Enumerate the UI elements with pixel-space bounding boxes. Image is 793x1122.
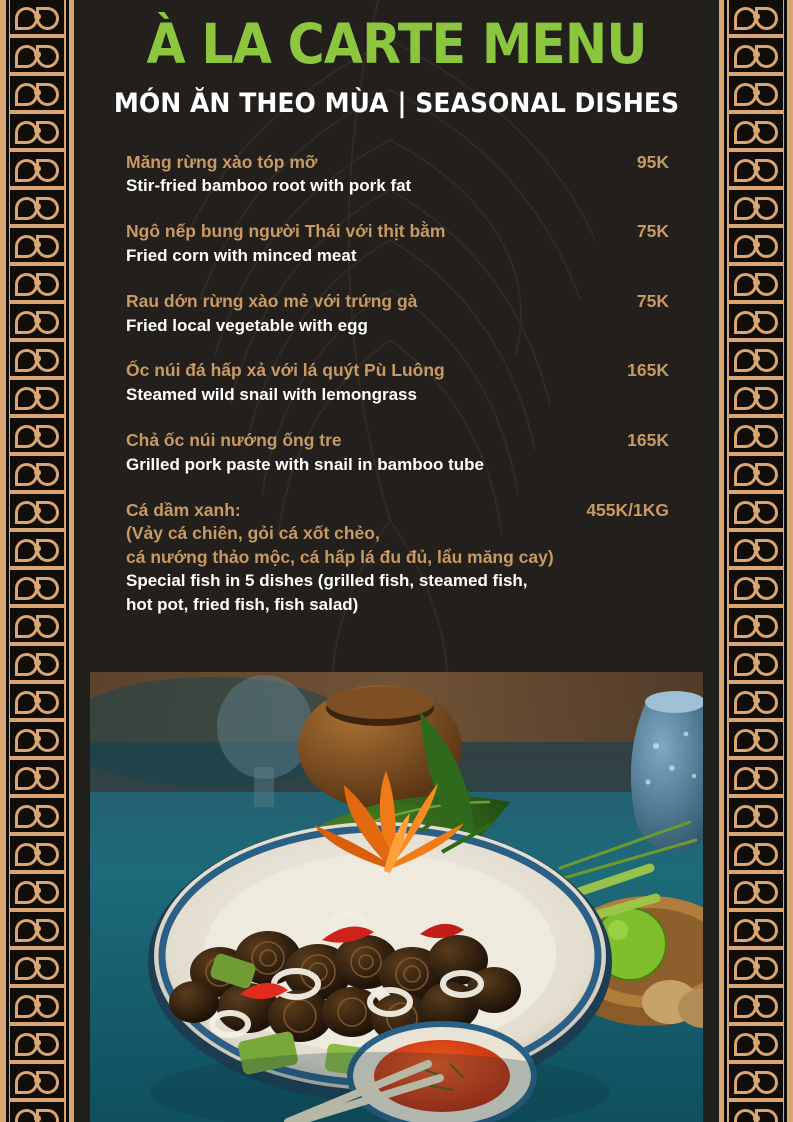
- border-motif-dot: [753, 241, 760, 248]
- border-motif: [729, 608, 783, 646]
- border-motif: [10, 456, 64, 494]
- border-motif: [10, 304, 64, 342]
- border-motif: [729, 646, 783, 684]
- border-motif-dot: [753, 393, 760, 400]
- dish-photo: [90, 672, 703, 1122]
- border-motif-dot: [753, 89, 760, 96]
- menu-item-price: 165K: [627, 430, 669, 450]
- border-motif: [729, 1102, 783, 1122]
- menu-item-name-vi-cont: (Vảy cá chiên, gỏi cá xốt chẻo,: [126, 523, 380, 544]
- border-motif-dot: [34, 393, 41, 400]
- menu-header: [90, 0, 703, 119]
- border-motif-dot: [753, 697, 760, 704]
- menu-item-name-vi-cont: cá nướng thảo mộc, cá hấp lá đu đủ, lẩu măng cay): [126, 546, 554, 567]
- border-motif: [10, 0, 64, 38]
- border-motif-dot: [753, 1039, 760, 1046]
- border-motif: [10, 380, 64, 418]
- border-motif: [729, 494, 783, 532]
- menu-item-name-vi: Măng rừng xào tóp mỡ: [126, 151, 318, 172]
- border-motif-dot: [753, 13, 760, 20]
- border-motif: [10, 1064, 64, 1102]
- border-motif-dot: [34, 925, 41, 932]
- border-motif: [10, 114, 64, 152]
- menu-item-price: 95K: [636, 151, 669, 172]
- border-motif-dot: [34, 127, 41, 134]
- border-motif: [10, 950, 64, 988]
- menu-item-row: [126, 499, 669, 523]
- menu-item-name-en: Stir-fried bamboo root with pork fat: [126, 176, 412, 196]
- menu-item-name-vi: Ngô nếp bung người Thái với thịt bằm: [126, 221, 446, 242]
- border-motif: [10, 988, 64, 1026]
- border-motif: [10, 912, 64, 950]
- border-motif: [10, 1026, 64, 1064]
- border-motif-dot: [34, 51, 41, 58]
- border-motif: [10, 494, 64, 532]
- border-motif-dot: [34, 317, 41, 324]
- border-motif-dot: [753, 355, 760, 362]
- menu-item-row: [126, 429, 669, 453]
- menu-items-list: [90, 151, 703, 618]
- border-motif-dot: [753, 545, 760, 552]
- menu-item: [126, 220, 669, 268]
- border-motif-dot: [34, 355, 41, 362]
- border-motif-dot: [34, 507, 41, 514]
- border-motif: [729, 684, 783, 722]
- menu-item-price: 75K: [636, 290, 669, 311]
- border-motif: [10, 38, 64, 76]
- menu-item-name-vi: Cá dầm xanh:: [126, 499, 241, 520]
- border-motif-dot: [753, 849, 760, 856]
- border-motif-dot: [753, 51, 760, 58]
- menu-item-row: [126, 290, 669, 314]
- border-motif-dot: [753, 887, 760, 894]
- border-motifs-left: [10, 0, 64, 1122]
- menu-item: [126, 499, 669, 618]
- border-motif-dot: [34, 1039, 41, 1046]
- menu-item-name-en: Steamed wild snail with lemongrass: [126, 385, 417, 405]
- border-motif: [10, 228, 64, 266]
- menu-item-price: 455K/1KG: [586, 499, 669, 520]
- border-motif: [10, 760, 64, 798]
- border-motif: [729, 874, 783, 912]
- border-motif: [729, 304, 783, 342]
- border-motif-dot: [753, 165, 760, 172]
- border-motif: [729, 76, 783, 114]
- border-motif-dot: [34, 963, 41, 970]
- border-motif: [10, 608, 64, 646]
- border-motif: [729, 722, 783, 760]
- border-motif-dot: [753, 773, 760, 780]
- menu-item-name-vi: Ốc núi đá hấp xả với lá quýt Pù Luông: [126, 360, 445, 381]
- menu-item-name-en: Fried corn with minced meat: [126, 245, 357, 265]
- border-motif-dot: [34, 279, 41, 286]
- border-motif-dot: [34, 887, 41, 894]
- border-motif: [729, 532, 783, 570]
- border-motif: [729, 0, 783, 38]
- dish-photo-artwork: [90, 672, 703, 1122]
- border-motif-dot: [753, 1077, 760, 1084]
- border-motif: [729, 266, 783, 304]
- border-motif-dot: [34, 165, 41, 172]
- border-motif-dot: [34, 431, 41, 438]
- border-edge-right-outer: [784, 0, 787, 1122]
- border-motif-dot: [753, 583, 760, 590]
- border-motif-dot: [753, 127, 760, 134]
- border-motifs-right: [729, 0, 783, 1122]
- border-motif: [729, 342, 783, 380]
- border-motif-dot: [34, 659, 41, 666]
- menu-item-name-en: Grilled pork paste with snail in bamboo tube: [126, 454, 484, 474]
- border-motif-dot: [753, 1001, 760, 1008]
- border-motif-dot: [753, 317, 760, 324]
- border-motif-dot: [34, 811, 41, 818]
- border-motif-dot: [34, 621, 41, 628]
- border-motif: [729, 190, 783, 228]
- border-motif: [10, 152, 64, 190]
- border-motif: [10, 798, 64, 836]
- border-motif: [729, 912, 783, 950]
- menu-item: [126, 290, 669, 338]
- border-motif-dot: [34, 697, 41, 704]
- menu-item-name-en: Fried local vegetable with egg: [126, 315, 368, 335]
- border-motif: [729, 570, 783, 608]
- border-motif: [729, 228, 783, 266]
- border-motif: [729, 760, 783, 798]
- border-motif-dot: [753, 203, 760, 210]
- border-motif: [729, 1026, 783, 1064]
- border-motif-dot: [34, 773, 41, 780]
- border-motif-dot: [753, 431, 760, 438]
- border-motif-dot: [753, 507, 760, 514]
- border-motif-dot: [34, 1077, 41, 1084]
- page-subtitle: MÓN ĂN THEO MÙA | SEASONAL DISHES: [113, 87, 680, 119]
- border-motif-dot: [753, 963, 760, 970]
- border-motif: [10, 722, 64, 760]
- border-motif: [10, 684, 64, 722]
- border-motif-dot: [34, 89, 41, 96]
- menu-item-row: [126, 220, 669, 244]
- border-motif: [10, 342, 64, 380]
- menu-item-name-vi: Chả ốc núi nướng ống tre: [126, 430, 342, 450]
- border-motif: [10, 874, 64, 912]
- border-motif: [729, 38, 783, 76]
- border-motif: [10, 76, 64, 114]
- border-motif: [729, 1064, 783, 1102]
- border-motif-dot: [753, 811, 760, 818]
- menu-item-name-en-cont: hot pot, fried fish, fish salad): [126, 595, 359, 615]
- border-motif-dot: [34, 735, 41, 742]
- border-motif-dot: [753, 659, 760, 666]
- border-motif-dot: [753, 925, 760, 932]
- border-motif-dot: [753, 469, 760, 476]
- border-motif-dot: [34, 545, 41, 552]
- border-motif: [10, 570, 64, 608]
- border-motif-dot: [753, 279, 760, 286]
- border-motif-dot: [34, 241, 41, 248]
- menu-item-row: [126, 359, 669, 383]
- menu-item-row: [126, 151, 669, 175]
- border-motif: [729, 114, 783, 152]
- border-motif-dot: [753, 1115, 760, 1122]
- border-motif-dot: [34, 13, 41, 20]
- menu-item: [126, 429, 669, 477]
- page-title: À LA CARTE MENU: [146, 12, 647, 76]
- border-motif-dot: [34, 203, 41, 210]
- border-motif-dot: [34, 849, 41, 856]
- border-motif: [10, 646, 64, 684]
- border-motif: [729, 152, 783, 190]
- border-motif: [729, 988, 783, 1026]
- menu-item-price: 75K: [636, 221, 669, 242]
- border-motif: [10, 836, 64, 874]
- border-motif: [729, 836, 783, 874]
- border-motif: [10, 418, 64, 456]
- border-edge-right-inner: [724, 0, 727, 1122]
- border-motif: [10, 266, 64, 304]
- border-motif: [10, 532, 64, 570]
- decorative-border-right: [719, 0, 793, 1122]
- menu-item-price: 165K: [627, 360, 669, 381]
- border-motif-dot: [34, 583, 41, 590]
- decorative-border-left: [0, 0, 74, 1122]
- border-motif: [729, 456, 783, 494]
- border-motif: [729, 950, 783, 988]
- border-motif-dot: [34, 1115, 41, 1122]
- border-motif: [729, 380, 783, 418]
- border-edge-left-outer: [6, 0, 9, 1122]
- border-motif: [10, 190, 64, 228]
- border-motif-dot: [34, 469, 41, 476]
- menu-item-name-vi: Rau dớn rừng xào mẻ với trứng gà: [126, 290, 418, 311]
- menu-item-name-en: Special fish in 5 dishes (grilled fish, steamed fish,: [126, 571, 528, 591]
- menu-item: [126, 359, 669, 407]
- menu-item: [126, 151, 669, 199]
- border-motif: [729, 418, 783, 456]
- border-motif-dot: [753, 735, 760, 742]
- border-motif: [729, 798, 783, 836]
- border-motif: [10, 1102, 64, 1122]
- border-edge-left-inner: [66, 0, 69, 1122]
- border-motif-dot: [34, 1001, 41, 1008]
- border-motif-dot: [753, 621, 760, 628]
